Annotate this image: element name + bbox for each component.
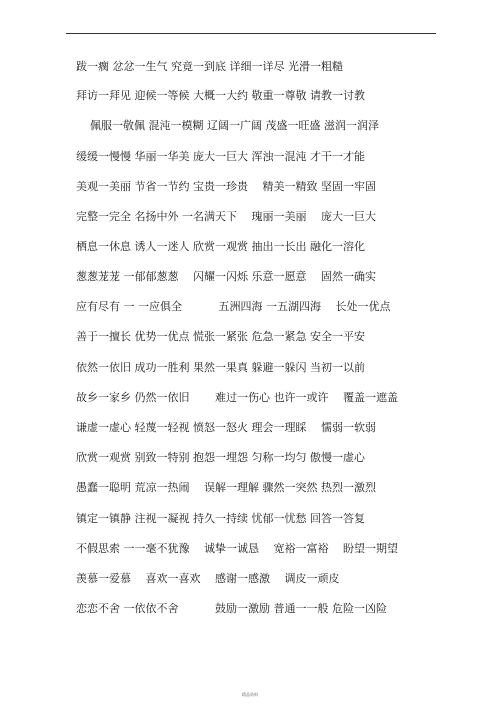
text-line: 依然一依旧 成功一胜利 果然一果真 躲避一躲闪 当初一以前: [76, 361, 365, 374]
text-line: 镇定一镇静 注视一凝视 持久一持续 忧郁一忧愁 回答一答复: [76, 512, 365, 525]
text-line: 恋恋不舍 一依依不舍 鼓励一激励 普通一一般 危险一凶险: [76, 602, 387, 615]
text-line: 善于一擅长 优势一优点 慌张一紧张 危急一紧急 安全一平安: [76, 330, 365, 343]
text-line: 谦虚一虚心 轻蔑一轻视 愤怒一怒火 理会一理睬 懦弱一软弱: [76, 421, 376, 434]
top-rule: [66, 33, 436, 34]
text-line: 美观一美丽 节省一节约 宝贵一珍贵 精美一精致 坚固一牢固: [76, 180, 376, 193]
text-line: 葱葱茏茏 一郁郁葱葱 闪耀一闪烁 乐意一愿意 固然一确实: [76, 270, 376, 283]
text-line: 佩服一敬佩 混沌一模糊 辽阔一广阔 茂盛一旺盛 滋润一润泽: [90, 119, 379, 132]
text-line: 故乡一家乡 仍然一依旧 难过一伤心 也许一或许 覆盖一遮盖: [76, 391, 398, 404]
text-line: 愚蠢一聪明 荒凉一热闹 误解一理解 骤然一突然 热烈一激烈: [76, 481, 376, 494]
text-line: 欣赏一观赏 别致一特别 抱怨一埋怨 匀称一均匀 傲慢一虚心: [76, 451, 365, 464]
text-line: 跋一瘸 忿忿一生气 究竟一到底 详细一详尽 光滑一粗糙: [76, 60, 343, 73]
text-line: 栖息一休息 诱人一迷人 欣赏一观赏 抽出一长出 融化一溶化: [76, 240, 365, 253]
text-line: 不假思索 一一毫不犹豫 诚挚一诚恳 宽裕一富裕 盼望一期望: [76, 542, 398, 555]
footer-label: 精品资料: [242, 692, 258, 697]
text-line: 缓缓一慢慢 华丽一华美 庞大一巨大 浑浊一混沌 才干一才能: [76, 150, 365, 163]
text-line: 羡慕一爱慕 喜欢一喜欢 感谢一感激 调皮一顽皮: [76, 572, 340, 585]
text-line: 拜访一拜见 迎候一等候 大概一大约 敬重一尊敬 请教一讨教: [76, 89, 365, 102]
text-line: 完整一完全 名扬中外 一名满天下 瑰丽一美丽 庞大一巨大: [76, 210, 376, 223]
text-line: 应有尽有 一 一应俱全 五洲四海 一五湖四海 长处一优点: [76, 300, 391, 313]
